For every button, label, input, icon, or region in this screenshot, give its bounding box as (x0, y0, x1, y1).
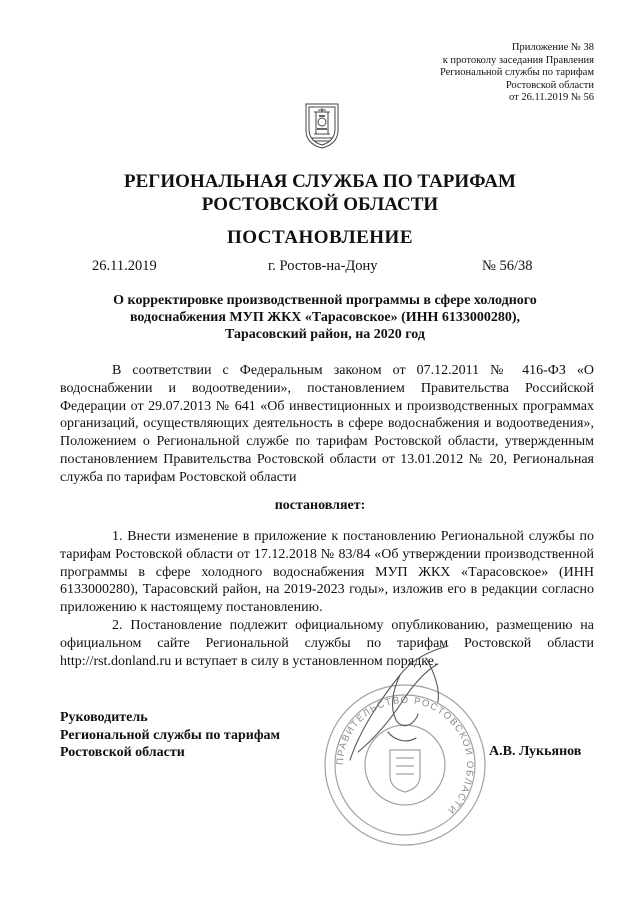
signatory-position-line1: Руководитель (60, 710, 148, 725)
organization-name (0, 170, 640, 216)
document-title (60, 292, 590, 343)
document-title-line2: водоснабжения МУП ЖКХ «Тарасовское» (ИНН 6133000280), (129, 310, 521, 325)
organization-name-line2: РОСТОВСКОЙ ОБЛАСТИ (201, 194, 439, 215)
signatory-name: А.В. Лукьянов (489, 744, 582, 759)
decides-heading: постановляет: (274, 498, 366, 513)
document-date: 26.11.2019 (92, 258, 157, 274)
appendix-line: Региональной службы по тарифам (439, 67, 594, 78)
appendix-line: от 26.11.2019 № 56 (509, 92, 594, 103)
document-city: г. Ростов-на-Дону (268, 258, 378, 274)
document-type: ПОСТАНОВЛЕНИЕ (226, 227, 414, 248)
signatory-position-line3: Ростовской области (60, 745, 185, 760)
document-title-line1: О корректировке производственной программы в сфере холодного (113, 293, 537, 308)
organization-name-line1: РЕГИОНАЛЬНАЯ СЛУЖБА ПО ТАРИФАМ (124, 171, 516, 192)
preamble-paragraph: В соответствии с Федеральным законом от 07.12.2011 № 416-ФЗ «О водоснабжении и водоотведении», постановлением Правительства Российской Федерации от 29.07.2013 № 641 «Об инвестиционных и производственных программах организаций, осуществляющих деятельность в сфере водоснабжения и водоотведения», Положением о Региональной службе по тарифам Ростовской области, утвержденным постановлением Правительства Ростовской области от 13.01.2012 № 20, Региональная служба по тарифам Ростовской области (60, 363, 594, 485)
appendix-line: к протоколу заседания Правления (442, 54, 594, 66)
seal-label: ПРАВИТЕЛЬСТВО РОСТОВСКОЙ ОБЛАСТИ (334, 694, 476, 817)
handwritten-signature (330, 640, 470, 780)
document-number: № 56/38 (482, 258, 533, 274)
resolution-item-1: 1. Внести изменение в приложение к постановлению Региональной службы по тарифам Ростовской области от 17.12.2018 № 83/84 «Об утверждении производственной программы в сфере холодного водоснабжения МУП ЖКХ «Тарасовское» (ИНН 6133000280), Тарасовский район, на 2019-2023 годы», изложив его в редакции согласно приложению к настоящему постановлению. (60, 529, 594, 616)
coat-of-arms-icon (300, 100, 344, 150)
appendix-line: Приложение № 38 (511, 42, 594, 53)
signatory-position (60, 709, 280, 762)
appendix-line: Ростовской области (505, 79, 594, 91)
appendix-note (440, 42, 594, 105)
document-title-line3: Тарасовский район, на 2020 год (225, 327, 425, 342)
resolution-item-2: 2. Постановление подлежит официальному опубликованию, размещению на официальном сайте Региональной службы по тарифам Ростовской области http://rst.donland.ru и вступает в силу в установленном порядке. (60, 618, 594, 669)
signatory-position-line2: Региональной службы по тарифам (60, 727, 281, 743)
